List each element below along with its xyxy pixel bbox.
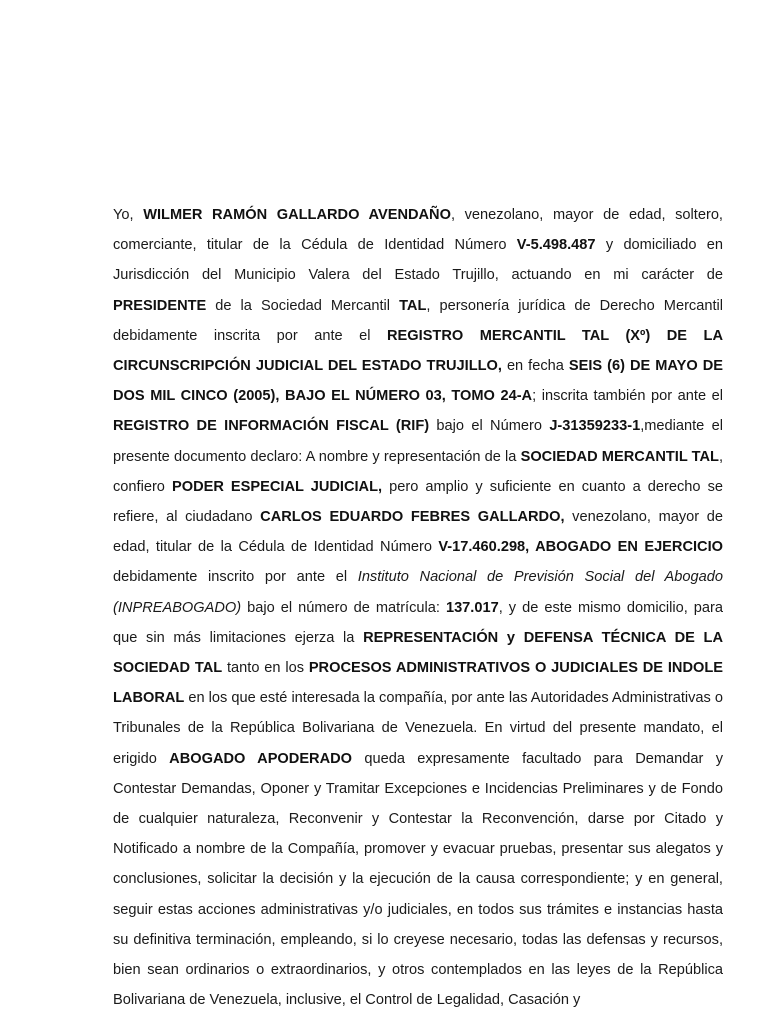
bold-text-run: SEIS (6) DE MAYO DE DOS MIL CINCO (2005), BAJO EL NÚMERO 03, TOMO 24-A bbox=[113, 358, 723, 405]
bold-text-run: SOCIEDAD MERCANTIL TAL bbox=[520, 448, 719, 465]
text-run: , venezolano, mayor de edad, soltero, comerciante, titular de la Cédula de Identidad Número bbox=[113, 207, 723, 254]
bold-text-run: PRESIDENTE bbox=[113, 297, 207, 314]
text-run: bajo el Número bbox=[429, 418, 550, 435]
text-run: y domiciliado en Jurisdicción del Municipio Valera del Estado Trujillo, actuando en mi carácter de bbox=[113, 237, 723, 284]
bold-text-run: PROCESOS ADMINISTRATIVOS O JUDICIALES DE INDOLE LABORAL bbox=[113, 660, 723, 707]
bold-text-run: PODER ESPECIAL JUDICIAL, bbox=[171, 478, 383, 495]
text-run: de la Sociedad Mercantil bbox=[206, 297, 400, 314]
bold-text-run: CARLOS EDUARDO FEBRES GALLARDO, bbox=[260, 509, 565, 526]
text-run: debidamente inscrito por ante el bbox=[113, 569, 358, 586]
bold-text-run: REGISTRO DE INFORMACIÓN FISCAL (RIF) bbox=[113, 418, 430, 435]
bold-text-run: V-5.498.487 bbox=[516, 237, 596, 254]
text-run: ,mediante el presente documento declaro: A nombre y representación de la bbox=[113, 418, 723, 465]
bold-text-run: ABOGADO APODERADO bbox=[169, 750, 353, 767]
bold-text-run: J-31359233-1 bbox=[549, 418, 641, 435]
bold-text-run: TAL bbox=[399, 297, 427, 314]
italic-text-run: Instituto Nacional de Previsión Social del Abogado (INPREABOGADO) bbox=[113, 569, 723, 616]
bold-text-run: 137.017 bbox=[445, 599, 499, 616]
text-run: pero amplio y suficiente en cuanto a derecho se refiere, al ciudadano bbox=[113, 478, 723, 526]
text-run: queda expresamente facultado para Demandar y Contestar Demandas, Oponer y Tramitar Excepciones e Incidencias Preliminares y de Fondo de cualquier naturaleza, Reconvenir y Contestar la Reconvención, darse por Citado y Notificado a nombre de la Compañía, promover y evacuar pruebas, presentar sus alegatos y conclusiones, solicitar la decisión y la ejecución de la causa correspondiente; y en general, seguir estas acciones administrativas y/o judiciales, en todos sus trámites e instancias hasta su definitiva terminación, empleando, si lo creyese necesario, todas las defensas y recursos, bien sean ordinarios o extraordinarios, y otros contemplados en las leyes de la República Bolivariana de Venezuela, inclusive, el Control de Legalidad, Casación y bbox=[113, 750, 723, 1009]
document-paragraph bbox=[113, 200, 723, 1015]
bold-text-run: REPRESENTACIÓN y DEFENSA TÉCNICA DE LA SOCIEDAD TAL bbox=[113, 629, 723, 677]
bold-text-run: V-17.460.298, ABOGADO EN EJERCICIO bbox=[438, 539, 723, 556]
text-run: Yo, bbox=[113, 207, 144, 223]
text-run: en los que esté interesada la compañía, por ante las Autoridades Administrativas o Tribunales de la República Bolivariana de Venezuela. En virtud del presente mandato, el erigido bbox=[113, 690, 724, 767]
text-run: en fecha bbox=[501, 358, 569, 375]
text-run: , y de este mismo domicilio, para que sin más limitaciones ejerza la bbox=[113, 599, 723, 646]
bold-text-run: REGISTRO MERCANTIL TAL (Xº) DE LA CIRCUNSCRIPCIÓN JUDICIAL DEL ESTADO TRUJILLO, bbox=[113, 327, 723, 375]
text-run: ; inscrita también por ante el bbox=[532, 388, 723, 405]
bold-text-run: WILMER RAMÓN GALLARDO AVENDAÑO bbox=[143, 207, 451, 223]
text-run: , confiero bbox=[113, 448, 724, 495]
text-run: bajo el número de matrícula: bbox=[241, 599, 446, 616]
text-run: , personería jurídica de Derecho Mercantil debidamente inscrita por ante el bbox=[113, 297, 723, 344]
text-run: tanto en los bbox=[222, 660, 309, 677]
text-run: venezolano, mayor de edad, titular de la Cédula de Identidad Número bbox=[113, 509, 724, 556]
